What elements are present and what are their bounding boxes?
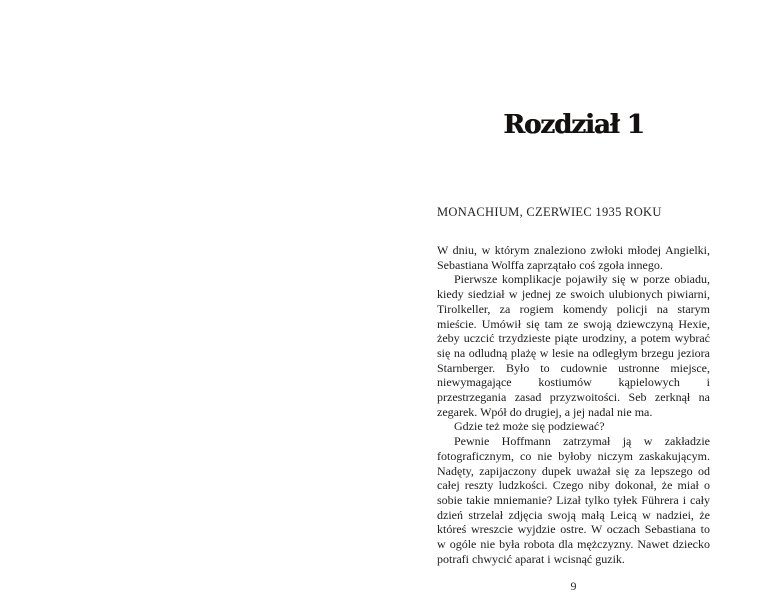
- paragraph: W dniu, w którym znaleziono zwłoki młodej Angielki, Sebastiana Wolffa zaprzątało coś zgoła innego.: [437, 243, 710, 272]
- text-block: [437, 110, 710, 594]
- paragraph: Pewnie Hoffmann zatrzymał ją w zakładzie fotograficznym, co nie byłoby niczym zaskakującym. Nadęty, zapijaczony dupek uważał się za lepszego od całej reszty ludzkości. Czego niby dokonał, że miał o sobie takie mniemanie? Lizał tylko tyłek Führera i cały dzień strzelał zdjęcia swoją małą Leicą w nadziei, że któreś wreszcie wyjdzie ostre. W oczach Sebastiana to w ogóle nie była robota dla mężczyzny. Nawet dziecko potrafi chwycić aparat i wcisnąć guzik.: [437, 434, 710, 566]
- paragraph: Gdzie też może się podziewać?: [454, 419, 605, 434]
- section-heading: MONACHIUM, CZERWIEC 1935 ROKU: [437, 205, 662, 219]
- paragraph: Pierwsze komplikacje pojawiły się w porze obiadu, kiedy siedział w jednej ze swoich ulubionych piwiarni, Tirolkeller, za rogiem komendy policji na starym mieście. Umówił się tam ze swoją dziewczyną Hexie, żeby uczcić trzydzieste piąte urodziny, a potem wybrać się na odludną plażę w lesie na odległym brzegu jeziora Starnberger. Było to cudownie ustronne miejsce, niewymagające kostiumów kąpielowych i przestrzegania zasad przyzwoitości. Seb zerknął na zegarek. Wpół do drugiej, a jej nadal nie ma.: [437, 272, 710, 419]
- body-text: [437, 243, 710, 566]
- chapter-title: Rozdział 1: [503, 110, 644, 140]
- page-number: 9: [570, 579, 577, 594]
